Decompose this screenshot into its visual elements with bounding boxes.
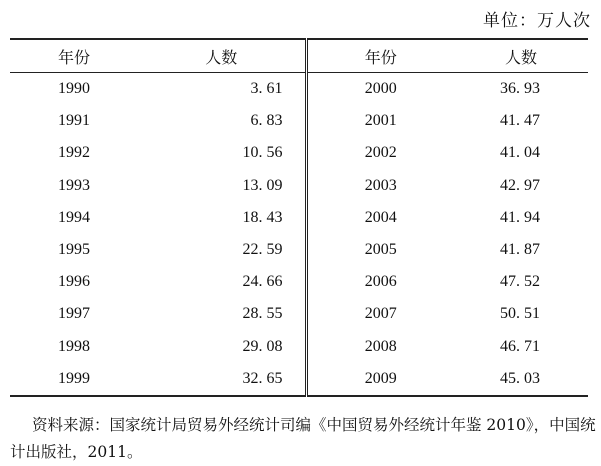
year-right-cell: 2002 [306,137,454,169]
year-left-cell: 1995 [58,241,90,259]
header-count-right: 人数 [504,47,537,67]
count-right-cell: 50. 51 [500,305,540,323]
count-right-cell: 41. 87 [500,241,540,259]
year-left-cell: 1996 [58,273,90,291]
year-left-cell: 1999 [58,369,90,387]
year-right-cell: 2001 [306,105,454,137]
table-row [10,298,588,330]
year-right-cell: 2006 [306,266,454,298]
table-header-row [10,39,588,73]
year-left-cell: 1998 [58,337,90,355]
unit-label: 单位：万人次 [483,11,591,31]
year-left-cell: 1993 [58,176,90,194]
year-right-cell: 2000 [306,73,454,106]
count-left-cell: 32. 65 [242,369,283,387]
count-right-cell: 45. 03 [500,369,540,387]
year-left-cell: 1991 [58,112,90,130]
year-right-cell: 2004 [306,202,454,234]
table-row [10,234,588,266]
count-right-cell: 42. 97 [500,176,540,194]
table-row [10,105,588,137]
data-table [10,38,588,397]
count-left-cell: 3. 61 [250,80,283,98]
table-row [10,331,588,363]
count-right-cell: 46. 71 [500,337,540,355]
header-count-left: 人数 [205,47,238,67]
count-left-cell: 24. 66 [242,273,283,291]
count-left-cell: 29. 08 [242,337,283,355]
year-left-cell: 1992 [58,144,90,162]
table-row [10,363,588,396]
year-left-cell: 1997 [58,305,90,323]
table-row [10,137,588,169]
header-year-left: 年份 [57,47,90,67]
year-right-cell: 2003 [306,170,454,202]
table-row [10,202,588,234]
source-note: 资料来源：国家统计局贸易外经统计司编《中国贸易外经统计年鉴 2010》，中国统计出版社，2011。 [10,416,596,461]
year-right-cell: 2005 [306,234,454,266]
year-right-cell: 2009 [306,363,454,396]
table-row [10,170,588,202]
count-right-cell: 47. 52 [500,273,540,291]
count-left-cell: 10. 56 [242,144,283,162]
count-right-cell: 41. 94 [500,208,540,226]
count-right-cell: 36. 93 [500,80,540,98]
year-left-cell: 1994 [58,208,90,226]
table-row [10,266,588,298]
count-left-cell: 28. 55 [242,305,283,323]
year-right-cell: 2008 [306,331,454,363]
count-right-cell: 41. 47 [500,112,540,130]
count-right-cell: 41. 04 [500,144,540,162]
count-left-cell: 22. 59 [242,241,283,259]
header-year-right: 年份 [306,39,454,73]
table-row [10,73,588,106]
year-left-cell: 1990 [58,80,90,98]
year-right-cell: 2007 [306,298,454,330]
count-left-cell: 18. 43 [242,208,283,226]
count-left-cell: 13. 09 [242,176,283,194]
count-left-cell: 6. 83 [250,112,283,130]
